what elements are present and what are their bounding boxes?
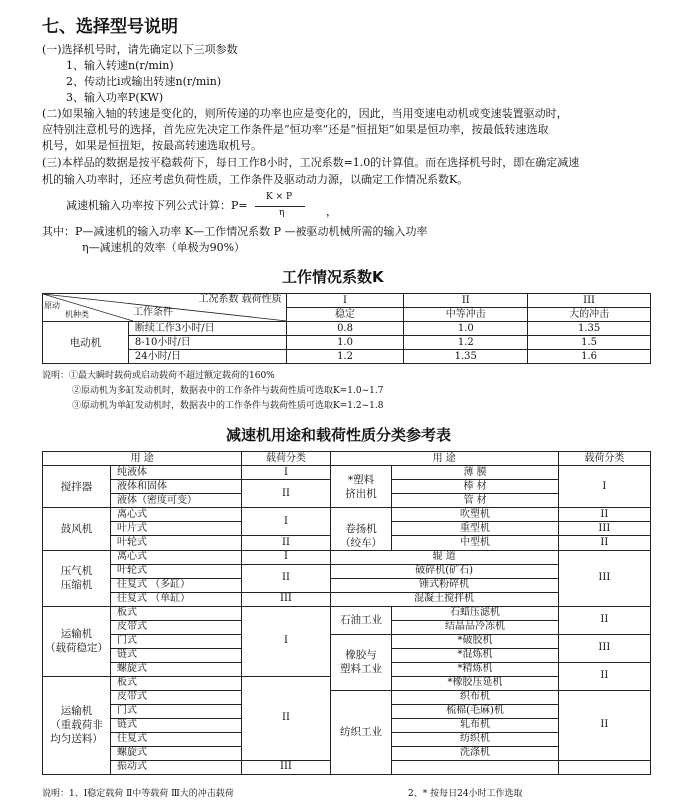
group-plastic-extruder [330, 466, 392, 508]
item-cell: 辊 道 [330, 550, 558, 564]
item-cell: 螺旋式 [111, 662, 242, 676]
class-cell: III [242, 592, 330, 606]
value-cell: 1.5 [528, 336, 651, 350]
group-rubber [330, 634, 392, 690]
item-cell: 螺旋式 [111, 746, 242, 760]
intro-p3-line1: (三)本样品的数据是按平稳载荷下，每日工作8小时，工况系数=1.0的计算值。而在选择机号时，即在确定减速 [42, 156, 580, 169]
item-cell: 薄 膜 [392, 466, 558, 480]
item-cell: 往复式 （多缸） [111, 578, 242, 592]
group-textile: 纺织工业 [330, 690, 392, 774]
class-cell: II [242, 480, 330, 508]
value-cell: 1.0 [404, 322, 528, 336]
note-3: ③原动机为单缸发动机时，数据表中的工作条件与载荷性质可选取K=1.2~1.8 [72, 401, 384, 411]
head-use-left: 用 途 [43, 452, 242, 466]
group-label: （载荷稳定） [45, 642, 108, 654]
item-cell: 液体（密度可变） [111, 494, 242, 508]
group-label: 压气机 [60, 565, 93, 577]
intro-p1: (一)选择机号时，请先确定以下三项参数 [42, 43, 238, 56]
group-label: 运输机 [60, 628, 93, 640]
item-cell: 离心式 [111, 508, 242, 522]
group-compressor [43, 550, 111, 606]
group-stirrer: 搅拌器 [43, 466, 111, 508]
class-cell: I [558, 466, 650, 508]
item-cell: 液体和固体 [111, 480, 242, 494]
item-cell: 链式 [111, 648, 242, 662]
item-cell: 往复式 （单缸） [111, 592, 242, 606]
item-cell: 梳棉(毛麻)机 [392, 704, 558, 718]
intro-p2-line2: 应特别注意机号的选择，首先应先决定工作条件是“恒功率”还是“恒扭矩”如果是恒功率，按最低转速选取 [42, 123, 549, 136]
cond-cell: 8-10小时/日 [128, 336, 286, 350]
value-cell: 1.2 [286, 350, 404, 364]
roman-3: III [528, 294, 651, 308]
work-factor-table [42, 293, 651, 364]
item-cell: *混炼机 [392, 648, 558, 662]
item-cell: 纯液体 [111, 466, 242, 480]
class-cell: III [558, 522, 650, 536]
load-stable: 稳定 [286, 308, 404, 322]
class-cell: II [242, 536, 330, 550]
load-classification-table [42, 451, 651, 775]
intro-p2-line1: (二)如果输入轴的转速是变化的，则所传递的功率也应是变化的，因此，当用变速电动机或变速装置驱动时， [42, 107, 568, 120]
note-2: ②原动机为多缸发动机时，数据表中的工作条件与载荷性质可选取K=1.0~1.7 [72, 386, 384, 396]
load-heavy: 大的冲击 [528, 308, 651, 322]
group-conveyor-stable [43, 606, 111, 676]
group-winder [330, 522, 392, 551]
empty-cell [558, 760, 650, 774]
value-cell: 1.35 [404, 350, 528, 364]
item-cell: 石蜡压滤机 [392, 606, 558, 620]
class-cell: II [558, 508, 650, 522]
group-label: 挤出机 [345, 487, 377, 500]
param-item-2: 2、传动比i或输出转速n(r/min) [66, 75, 222, 88]
item-cell: 叶轮式 [111, 564, 242, 578]
group-label: （重载荷非 [50, 719, 103, 731]
group-label: （绞车） [339, 536, 382, 549]
table1-header-diagonal [43, 294, 287, 322]
class-cell: II [242, 676, 330, 760]
item-cell: 结晶品冷冻机 [392, 620, 558, 634]
cond-cell: 断续工作3小时/日 [128, 322, 286, 336]
item-cell: 洗涤机 [392, 746, 558, 760]
group-label: 橡胶与 [345, 649, 377, 661]
item-cell: 纺织机 [392, 732, 558, 746]
header-work-condition: 工作条件 [133, 307, 173, 318]
item-cell: 叶轮式 [111, 536, 242, 550]
value-cell: 1.0 [286, 336, 404, 350]
item-cell: *橡胶压延机 [392, 676, 558, 690]
item-cell: 板式 [111, 676, 242, 690]
table1-title: 工作情况系数K [282, 268, 384, 286]
item-cell: *破胶机 [392, 634, 558, 648]
class-cell: I [242, 606, 330, 676]
value-cell: 1.35 [528, 322, 651, 336]
item-cell: 吹塑机 [392, 508, 558, 522]
item-cell: 振动式 [111, 760, 242, 774]
group-blower: 鼓风机 [43, 508, 111, 551]
item-cell: 离心式 [111, 550, 242, 564]
item-cell: 棒 材 [392, 480, 558, 494]
item-cell: 皮带式 [111, 690, 242, 704]
group-oil: 石油工业 [330, 606, 392, 634]
header-prime-mover-2: 机种类 [65, 310, 89, 319]
group-label: *塑料 [347, 473, 375, 486]
where-line1: 其中：P—减速机的输入功率 K—工作情况系数 P —被驱动机械所需的输入功率 [42, 225, 428, 238]
item-cell: *精炼机 [392, 662, 558, 676]
formula-denominator: η [279, 208, 285, 218]
intro-p2-line3: 机号，如果是恒扭矩，按最高转速选取机号。 [42, 139, 262, 152]
head-class-right: 载荷分类 [558, 452, 650, 466]
group-label: 均匀送料） [50, 733, 103, 745]
value-cell: 1.6 [528, 350, 651, 364]
item-cell: 锤式粉碎机 [330, 578, 558, 592]
param-item-1: 1、输入转速n(r/min) [66, 59, 174, 72]
roman-1: I [286, 294, 404, 308]
load-medium: 中等冲击 [404, 308, 528, 322]
item-cell: 织布机 [392, 690, 558, 704]
cond-cell: 24小时/日 [128, 350, 286, 364]
formula-tail: ， [326, 205, 337, 218]
class-cell: II [558, 536, 650, 550]
intro-p3-line2: 机的输入功率时，还应考虑负荷性质，工作条件及驱动动力源，以确定工作情况系数K。 [42, 173, 469, 186]
section-title: 七、选择型号说明 [42, 17, 178, 37]
item-cell: 中型机 [392, 536, 558, 550]
header-load-nature: 工况系数 载荷性质 [198, 294, 282, 305]
class-cell: I [242, 550, 330, 564]
item-cell: 链式 [111, 718, 242, 732]
item-cell: 混凝土搅拌机 [330, 592, 558, 606]
item-cell: 轧布机 [392, 718, 558, 732]
head-class-left: 载荷分类 [242, 452, 330, 466]
class-cell: I [242, 508, 330, 536]
item-cell: 叶片式 [111, 522, 242, 536]
param-item-3: 3、输入功率P(KW) [66, 91, 164, 104]
roman-2: II [404, 294, 528, 308]
formula-numerator: K × P [266, 192, 293, 202]
item-cell: 皮带式 [111, 620, 242, 634]
value-cell: 0.8 [286, 322, 404, 336]
class-cell: I [242, 466, 330, 480]
group-label: 卷扬机 [345, 522, 377, 535]
item-cell: 管 材 [392, 494, 558, 508]
group-label: 压缩机 [60, 579, 93, 591]
where-line2: η—减速机的效率（单极为90%） [82, 241, 246, 254]
class-cell: III [558, 634, 650, 662]
class-cell: II [558, 662, 650, 690]
item-cell: 板式 [111, 606, 242, 620]
item-cell: 门式 [111, 634, 242, 648]
header-prime-mover-1: 原动 [44, 301, 60, 310]
item-cell: 门式 [111, 704, 242, 718]
class-cell: III [242, 760, 330, 774]
item-cell: 往复式 [111, 732, 242, 746]
value-cell: 1.2 [404, 336, 528, 350]
group-label: 塑料工业 [339, 663, 382, 675]
class-cell: II [242, 564, 330, 592]
class-cell: II [558, 606, 650, 634]
motor-cell: 电动机 [43, 322, 129, 364]
table2-footer-left: 说明：1、Ⅰ稳定载荷 Ⅱ中等载荷 Ⅲ大的冲击载荷 [42, 789, 234, 799]
head-use-right: 用 途 [330, 452, 558, 466]
class-cell: III [558, 550, 650, 606]
item-cell: 破碎机(矿石) [330, 564, 558, 578]
note-1: 说明：①最大瞬时载荷或启动载荷不超过额定载荷的160% [42, 371, 275, 381]
formula-label: 减速机输入功率按下列公式计算：P= [66, 199, 248, 212]
class-cell: II [558, 690, 650, 760]
empty-cell [392, 760, 558, 774]
table2-footer-right: 2、* 按每日24小时工作选取 [408, 789, 523, 799]
group-label: 运输机 [60, 705, 93, 717]
table2-title: 减速机用途和载荷性质分类参考表 [226, 426, 452, 444]
spacer-cell [330, 508, 392, 522]
item-cell: 重型机 [392, 522, 558, 536]
group-conveyor-heavy [43, 676, 111, 774]
